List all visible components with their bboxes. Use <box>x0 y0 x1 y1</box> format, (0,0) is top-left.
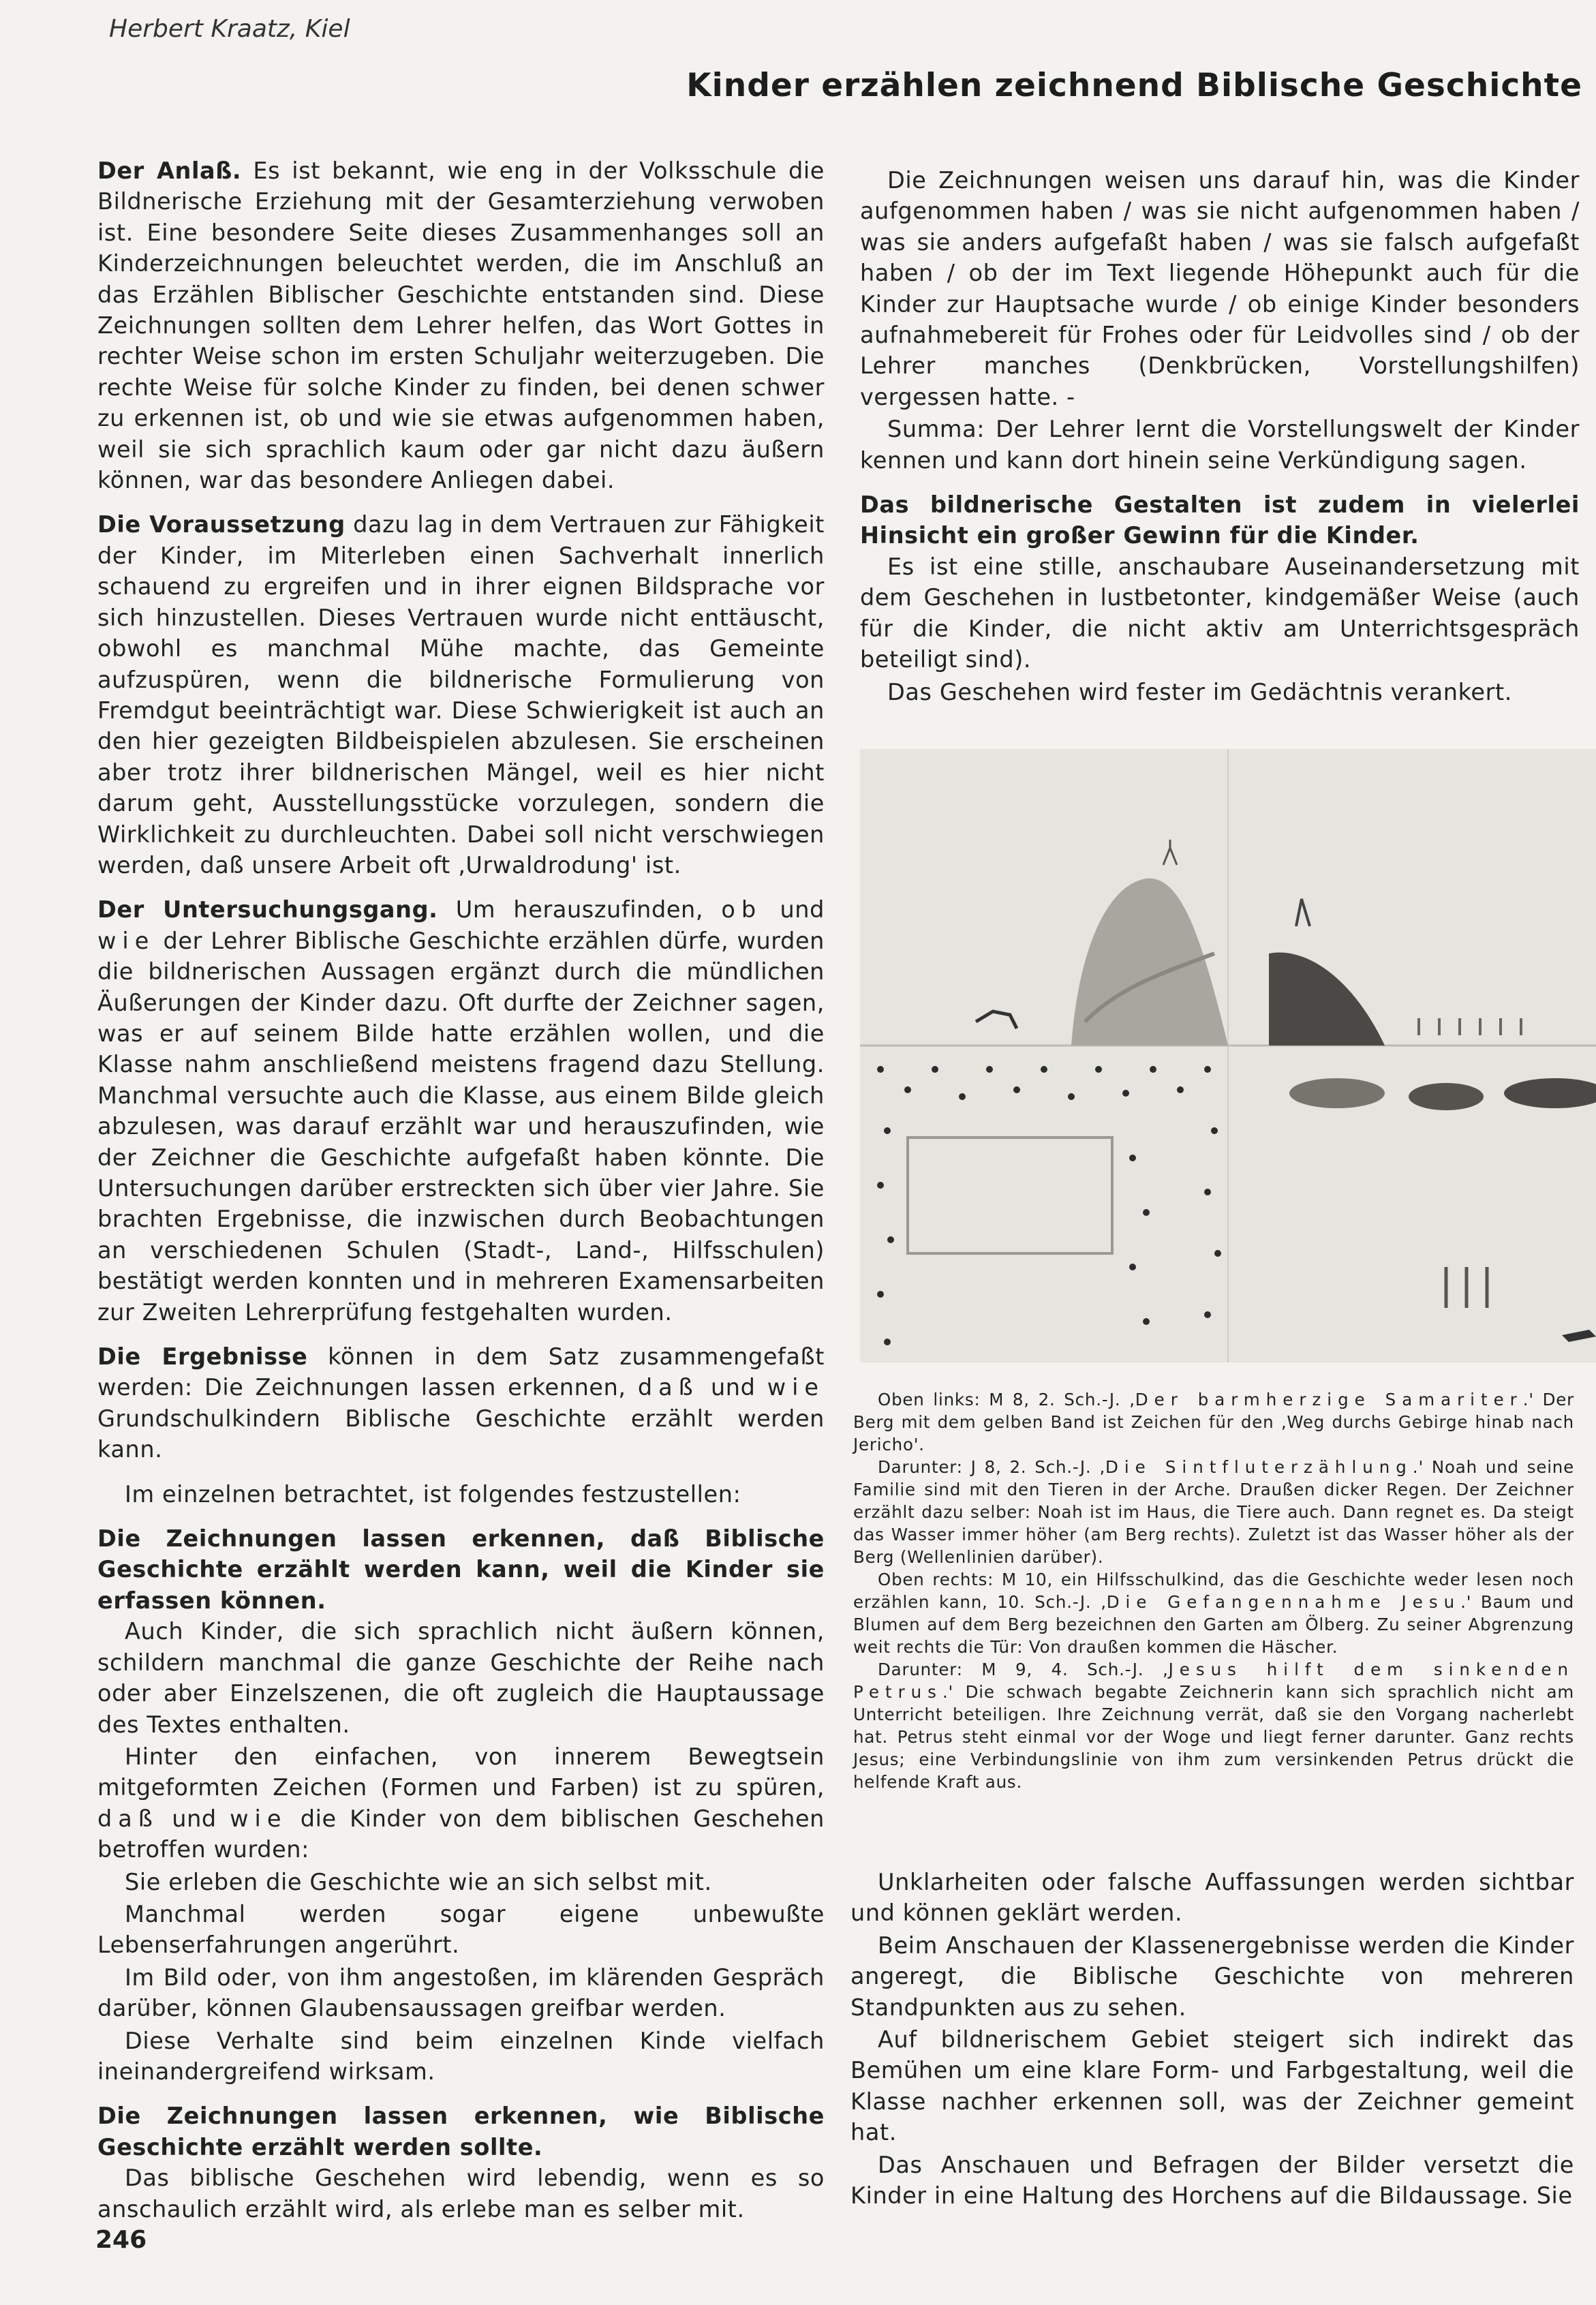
paragraph-ergebnisse <box>97 1341 825 1465</box>
caption-2-a: Darunter: J 8, 2. Sch.-J. ‚ <box>878 1457 1105 1477</box>
paragraph-klassenergebnisse: Beim Anschauen der Klassenergebnisse werden die Kinder angeregt, die Biblische Geschichte von mehreren Standpunkten aus zu sehen. <box>850 1932 1574 2021</box>
spaced-wie: wie <box>97 927 155 954</box>
page-number: 246 <box>95 2226 147 2254</box>
paragraph-befragen: Das Anschauen und Befragen der Bilder versetzt die Kinder in eine Haltung des Horchens auf die Bildaussage. Sie <box>850 2151 1574 2210</box>
spaced-dass-2: daß <box>97 1805 159 1832</box>
paragraph-manchmal: Manchmal werden sogar eigene unbewußte Lebenserfahrungen angerührt. <box>97 1900 825 1959</box>
children-drawings-figure <box>860 749 1596 1362</box>
paragraph-summa: Summa: Der Lehrer lernt die Vorstellungswelt der Kinder kennen und kann dort hinein seine Verkündigung sagen. <box>860 416 1580 474</box>
caption-gefangennahme <box>853 1568 1574 1658</box>
text-untersuchung-3: der Lehrer Biblische Geschichte erzählen dürfe, wurden die bildnerischen Aussagen ergänzt durch die mündlichen Äußerungen der Kinder dazu. Oft durfte der Zeichner sagen, was er auf seinem Bilde hatte erzählen wollen, und die Klasse nahm anschließend meistens fragend dazu Stellung. Manchmal versuchte auch die Klasse, aus einem Bilde gleich abzulesen, was darauf erzählt war und herauszufinden, wie der Zeichner die Geschichte aufgefaßt haben könnte. Die Untersuchungen darüber erstreckten sich über vier Jahre. Sie brachten Ergebnisse, die inzwischen durch Beobachtungen an verschiedenen Schulen (Stadt-, Land-, Hilfsschulen) bestätigt werden konnten und in mehreren Examensarbeiten zur Zweiten Lehrerprüfung festgehalten wurden. <box>97 927 825 1326</box>
paragraph-voraussetzung <box>97 509 825 881</box>
text-untersuchung-1: Um herauszufinden, <box>438 896 722 923</box>
caption-2-title: Die Sintfluterzählung <box>1105 1457 1413 1477</box>
caption-3-a: Oben rechts: M 10, ein Hilfsschulkind, das die Geschichte weder lesen noch erzählen kann, 10. Sch.-J. ‚ <box>853 1570 1574 1612</box>
caption-4-a: Darunter: M 9, 4. Sch.-J. ‚ <box>878 1660 1169 1679</box>
text-hinter-1: Hinter den einfachen, von innerem Bewegtsein mitgeformten Zeichen (Formen und Farben) ist zu spüren, <box>97 1743 825 1801</box>
spaced-wie-2: wie <box>767 1374 825 1401</box>
caption-4-title: Jesus hilft dem sinkenden Petrus <box>853 1660 1574 1702</box>
paragraph-anlass <box>97 155 825 495</box>
lead-untersuchung: Der Untersuchungsgang. <box>97 896 438 923</box>
figure-caption <box>853 1388 1574 1793</box>
text-hinter-2: und <box>158 1805 230 1832</box>
text-ergebnisse-3: Grundschulkindern Biblische Geschichte erzählt werden kann. <box>97 1405 825 1463</box>
caption-petrus <box>853 1658 1574 1793</box>
paragraph-untersuchung <box>97 894 825 1328</box>
paragraph-im-bild: Im Bild oder, von ihm angestoßen, im klärenden Gespräch darüber, können Glaubensaussagen greifbar werden. <box>97 1964 825 2022</box>
spaced-dass: daß <box>637 1374 699 1401</box>
caption-4-b: .' Die schwach begabte Zeichnerin kann sich sprachlich nicht am Unterricht beteiligen. Ihre Zeichnung verrät, daß sie den Vorgang nacherlebt hat. Petrus steht einmal vor der Woge und liegt ferner darunter. Ganz rechts Jesus; eine Verbindungslinie von ihm zum versinkenden Petrus drückt die helfende Kraft aus. <box>853 1682 1574 1792</box>
spaced-wie-3: wie <box>230 1805 288 1832</box>
wave-2 <box>1409 1083 1484 1110</box>
text-anlass: Es ist bekannt, wie eng in der Volksschule die Bildnerische Erziehung mit der Gesamterziehung verwoben ist. Eine besondere Seite dieses Zusammenhanges soll an Kinderzeichnungen beleuchtet werden, die im Anschluß an das Erzählen Biblischer Geschichte entstanden sind. Diese Zeichnungen sollten dem Lehrer helfen, das Wort Gottes in rechter Weise schon im ersten Schuljahr weiterzugeben. Die rechte Weise für solche Kinder zu finden, bei denen schwer zu erkennen ist, ob und wie sie etwas aufgenommen haben, weil sie sich sprachlich kaum oder gar nicht dazu äußern können, war das besondere Anliegen dabei. <box>97 157 825 494</box>
heading-erfassen: Die Zeichnungen lassen erkennen, daß Biblische Geschichte erzählt werden kann, weil die Kinder sie erfassen können. <box>97 1525 825 1614</box>
caption-1-a: Oben links: M 8, 2. Sch.-J. ‚ <box>878 1390 1135 1409</box>
heading-sollte: Die Zeichnungen lassen erkennen, wie Biblische Geschichte erzählt werden sollte. <box>97 2103 825 2161</box>
lead-ergebnisse: Die Ergebnisse <box>97 1343 308 1371</box>
paragraph-einzelnen: Im einzelnen betrachtet, ist folgendes festzustellen: <box>125 1480 741 1508</box>
paragraph-unklarheiten: Unklarheiten oder falsche Auffassungen werden sichtbar und können geklärt werden. <box>850 1869 1574 1927</box>
drawings-illustration <box>860 749 1596 1362</box>
caption-3-title: Die Gefangennahme Jesu <box>1106 1592 1461 1612</box>
paragraph-bildnerisch: Auf bildnerischem Gebiet steigert sich indirekt das Bemühen um eine klare Form- und Farbgestaltung, weil die Klasse nachher erkennen soll, was der Zeichner gemeint hat. <box>850 2026 1574 2146</box>
caption-1-title: Der barmherzige Samariter <box>1135 1390 1523 1409</box>
lead-anlass: Der Anlaß. <box>97 157 242 184</box>
text-untersuchung-2: und <box>762 896 825 923</box>
heading-gewinn: Das bildnerische Gestalten ist zudem in vielerlei Hinsicht ein großer Gewinn für die Kinder. <box>860 491 1580 549</box>
caption-3-b: .' Baum und Blumen auf dem Berg bezeichnen den Garten am Ölberg. Zu seiner Abgrenzung weit rechts die Tür: Von draußen kommen die Häscher. <box>853 1592 1574 1657</box>
paragraph-gedaechtnis: Das Geschehen wird fester im Gedächtnis verankert. <box>887 678 1512 705</box>
caption-1-b: .' Der Berg mit dem gelben Band ist Zeichen für den ‚Weg durchs Gebirge hinab nach Jericho'. <box>853 1390 1575 1454</box>
right-column-bottom <box>850 1867 1574 2212</box>
text-ergebnisse-2: und <box>699 1374 767 1401</box>
right-column-top <box>860 165 1580 709</box>
paragraph-stille: Es ist eine stille, anschaubare Auseinandersetzung mit dem Geschehen in lustbetonter, kindgemäßer Weise (auch für die Kinder, die nicht aktiv am Unterrichtsgespräch beteiligt sind). <box>860 553 1580 673</box>
text-ergebnisse-1: können in dem Satz zusammengefaßt werden: Die Zeichnungen lassen erkennen, <box>97 1343 825 1401</box>
paragraph-erleben: Sie erleben die Geschichte wie an sich selbst mit. <box>125 1868 712 1895</box>
text-voraussetzung: dazu lag in dem Vertrauen zur Fähigkeit der Kinder, im Miterleben einen Sachverhalt innerlich schauend zu ergreifen und in ihrer eignen Bildsprache vor sich hinzustellen. Dieses Vertrauen wurde nicht enttäuscht, obwohl es manchmal Mühe machte, das Gemeinte aufzuspüren, wenn die bildnerische Formulierung von Fremdgut beeinträchtigt war. Diese Schwierigkeit ist auch an den hier gezeigten Bildbeispielen abzulesen. Sie erscheinen aber trotz ihrer bildnerischen Mängel, weil es hier nicht darum geht, Ausstellungsstücke vorzulegen, sondern die Wirklichkeit zu durchleuchten. Dabei soll nicht verschwiegen werden, daß unsere Arbeit oft ‚Urwaldrodung' ist. <box>97 511 825 879</box>
wave-1 <box>1289 1078 1385 1108</box>
caption-2-b: .' Noah und seine Familie sind mit den Tieren in der Arche. Draußen dicker Regen. Der Zeichner erzählt dazu selber: Noah ist im Haus, die Tiere auch. Dann regnet es. Da steigt das Wasser immer höher (am Berg rechts). Zuletzt ist das Wasser höher als der Berg (Wellenlinien darüber). <box>853 1457 1574 1567</box>
caption-sintflut <box>853 1456 1574 1568</box>
text-hinter-3: die Kinder von dem biblischen Geschehen betroffen wurden: <box>97 1805 825 1863</box>
caption-samariter <box>853 1388 1574 1456</box>
article-title: Kinder erzählen zeichnend Biblische Geschichte <box>686 67 1582 104</box>
paragraph-auch-kinder: Auch Kinder, die sich sprachlich nicht äußern können, schildern manchmal die ganze Geschichte der Reihe nach oder aber Einzelszenen, die oft zugleich die Hauptaussage des Textes enthalten. <box>97 1618 825 1738</box>
spaced-ob: ob <box>721 896 763 923</box>
paragraph-verhalte: Diese Verhalte sind beim einzelnen Kinde vielfach ineinandergreifend wirksam. <box>97 2027 825 2085</box>
paragraph-zeichnungen: Die Zeichnungen weisen uns darauf hin, was die Kinder aufgenommen haben / was sie nicht aufgenommen haben / was sie anders aufgefaßt haben / was sie falsch aufgefaßt haben / ob der im Text liegende Höhepunkt auch für die Kinder zur Hauptsache wurde / ob einige Kinder besonders aufnahmebereit für Frohes oder für Leidvolles sind / ob der Lehrer manches (Denkbrücken, Vorstellungshilfen) vergessen hatte. - <box>860 167 1580 410</box>
lead-voraussetzung: Die Voraussetzung <box>97 511 346 538</box>
left-column <box>97 155 825 2226</box>
paragraph-hinter <box>97 1741 825 1865</box>
paragraph-biblische: Das biblische Geschehen wird lebendig, wenn es so anschaulich erzählt wird, als erlebe man es selber mit. <box>97 2165 825 2223</box>
author-line: Herbert Kraatz, Kiel <box>109 15 350 43</box>
